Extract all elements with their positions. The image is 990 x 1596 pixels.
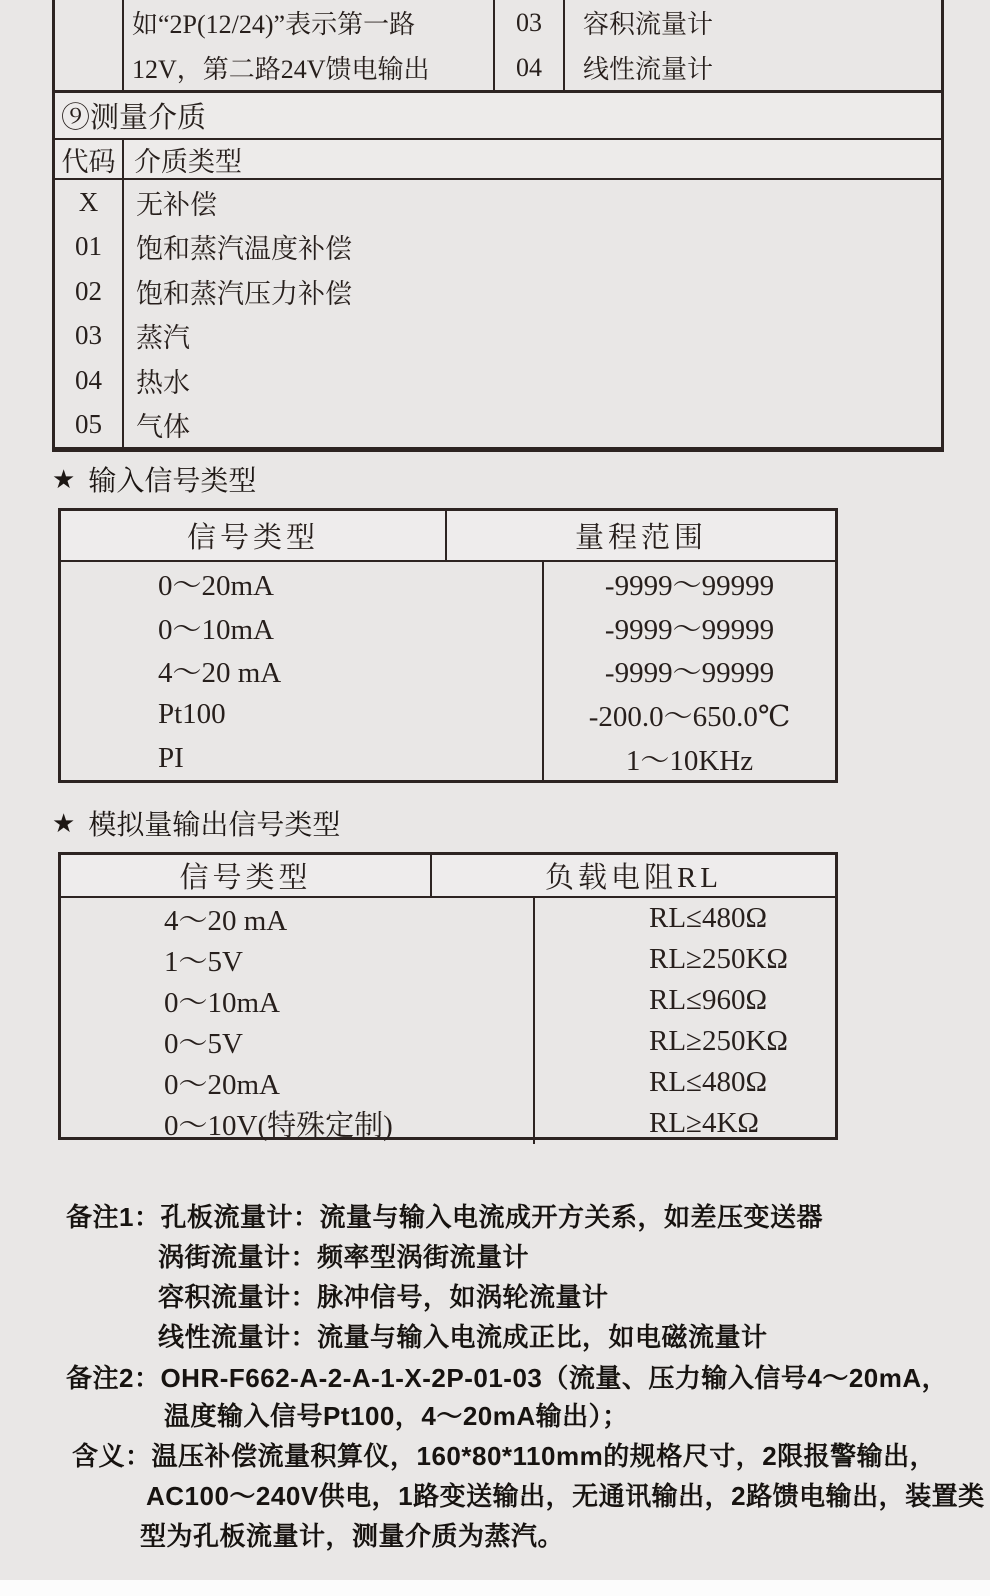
output-type: 0～5V bbox=[61, 1021, 535, 1062]
table-row bbox=[61, 649, 835, 693]
table-row bbox=[61, 1103, 835, 1144]
input-type: 4～20 mA bbox=[61, 649, 544, 693]
remark1-line2: 涡街流量计：频率型涡街流量计 bbox=[158, 1242, 530, 1272]
input-type: 0～10mA bbox=[61, 606, 544, 650]
media-code: 02 bbox=[55, 269, 124, 314]
output-type: 0～10V(特殊定制) bbox=[61, 1103, 535, 1144]
meaning-line1: 含义：温压补偿流量积算仪，160*80*110mm的规格尺寸，2限报警输出， bbox=[72, 1441, 937, 1471]
output-signal-table-header bbox=[61, 855, 835, 898]
table-row bbox=[61, 736, 835, 780]
table-row bbox=[61, 693, 835, 737]
media-label: 饱和蒸汽温度补偿 bbox=[136, 234, 352, 265]
media-table-header bbox=[52, 140, 944, 180]
media-label: 气体 bbox=[136, 412, 190, 443]
output-load: RL≤960Ω bbox=[649, 984, 768, 1016]
flowmeter-type-04: 线性流量计 bbox=[583, 55, 714, 84]
table-row bbox=[61, 898, 835, 939]
table-row bbox=[61, 562, 835, 606]
input-range: 1～10KHz bbox=[625, 744, 754, 777]
output-load: RL≤480Ω bbox=[649, 1066, 768, 1098]
output-type: 4～20 mA bbox=[61, 898, 535, 939]
output-type: 1～5V bbox=[61, 939, 535, 980]
output-type: 0～20mA bbox=[61, 1062, 535, 1103]
output-header-type: 信号类型 bbox=[61, 855, 432, 896]
input-type: PI bbox=[61, 736, 544, 780]
media-header-code: 代码 bbox=[55, 140, 124, 178]
media-label: 饱和蒸汽压力补偿 bbox=[136, 278, 352, 309]
remark1-line1: 备注1：孔板流量计：流量与输入电流成开方关系，如差压变送器 bbox=[66, 1202, 823, 1232]
media-code: 01 bbox=[55, 225, 124, 270]
input-signal-table bbox=[58, 508, 838, 783]
table-row bbox=[55, 314, 941, 359]
section9-title: ⑨测量介质 bbox=[61, 102, 207, 134]
input-signal-heading bbox=[52, 459, 256, 499]
output-load: RL≥250KΩ bbox=[649, 943, 788, 975]
input-range: -9999～99999 bbox=[604, 570, 775, 603]
flowmeter-code-03: 03 bbox=[516, 7, 542, 37]
feed-output-note-line1: 如“2P(12/24)”表示第一路 bbox=[132, 10, 416, 39]
input-range: -9999～99999 bbox=[604, 613, 775, 646]
input-header-type: 信号类型 bbox=[61, 511, 447, 560]
star-icon: ★ bbox=[52, 808, 76, 838]
bottom-white-strip bbox=[0, 1580, 990, 1596]
table-row bbox=[55, 403, 941, 448]
table-row bbox=[55, 269, 941, 314]
table-row bbox=[61, 1021, 835, 1062]
table-row bbox=[55, 180, 941, 225]
input-range: -9999～99999 bbox=[604, 657, 775, 690]
input-header-range: 量程范围 bbox=[574, 522, 707, 554]
flowmeter-code-04: 04 bbox=[516, 52, 542, 82]
media-header-type: 介质类型 bbox=[134, 146, 242, 177]
table-row bbox=[61, 1062, 835, 1103]
section9-title-band bbox=[52, 93, 944, 140]
input-signal-table-header bbox=[61, 511, 835, 562]
output-load: RL≥4KΩ bbox=[649, 1107, 759, 1139]
flowmeter-type-03: 容积流量计 bbox=[583, 10, 714, 39]
table-row bbox=[55, 225, 941, 270]
output-load: RL≤480Ω bbox=[649, 902, 768, 934]
output-load: RL≥250KΩ bbox=[649, 1025, 788, 1057]
table-row bbox=[55, 358, 941, 403]
input-type: Pt100 bbox=[61, 693, 544, 737]
output-signal-heading-text: 模拟量输出信号类型 bbox=[88, 809, 341, 840]
top-table-empty-cell bbox=[55, 0, 124, 90]
remark1-line4: 线性流量计：流量与输入电流成正比，如电磁流量计 bbox=[158, 1322, 768, 1352]
feed-output-note-cell bbox=[124, 0, 495, 90]
remark2-line2: 温度输入信号Pt100，4～20mA输出）； bbox=[164, 1401, 629, 1431]
feed-output-table-fragment bbox=[52, 0, 944, 93]
output-header-load: 负载电阻RL bbox=[544, 862, 723, 894]
output-type: 0～10mA bbox=[61, 980, 535, 1021]
remark2-line1: 备注2：OHR-F662-A-2-A-1-X-2P-01-03（流量、压力输入信号4～20mA， bbox=[66, 1363, 949, 1393]
feed-output-note-line2: 12V，第二路24V馈电输出 bbox=[132, 55, 430, 84]
input-range: -200.0～650.0℃ bbox=[588, 701, 791, 734]
input-signal-heading-text: 输入信号类型 bbox=[88, 465, 257, 496]
input-type: 0～20mA bbox=[61, 562, 544, 606]
flowmeter-code-cell bbox=[495, 0, 565, 90]
table-row bbox=[61, 606, 835, 650]
table-row bbox=[61, 980, 835, 1021]
flowmeter-type-cell bbox=[565, 0, 941, 90]
remark1-line3: 容积流量计：脉冲信号，如涡轮流量计 bbox=[158, 1282, 609, 1312]
star-icon: ★ bbox=[52, 464, 76, 494]
meaning-line2: AC100～240V供电，1路变送输出，无通讯输出，2路馈电输出，装置类 bbox=[146, 1481, 985, 1511]
media-label: 无补偿 bbox=[136, 189, 217, 220]
media-code: 03 bbox=[55, 314, 124, 359]
media-code: X bbox=[55, 180, 124, 225]
media-label: 热水 bbox=[136, 367, 190, 398]
media-table bbox=[52, 180, 944, 452]
media-code: 04 bbox=[55, 358, 124, 403]
media-code: 05 bbox=[55, 403, 124, 448]
output-signal-heading bbox=[52, 803, 340, 843]
media-label: 蒸汽 bbox=[136, 323, 190, 354]
table-row bbox=[61, 939, 835, 980]
output-signal-table bbox=[58, 852, 838, 1140]
meaning-line3: 型为孔板流量计，测量介质为蒸汽。 bbox=[140, 1521, 565, 1551]
